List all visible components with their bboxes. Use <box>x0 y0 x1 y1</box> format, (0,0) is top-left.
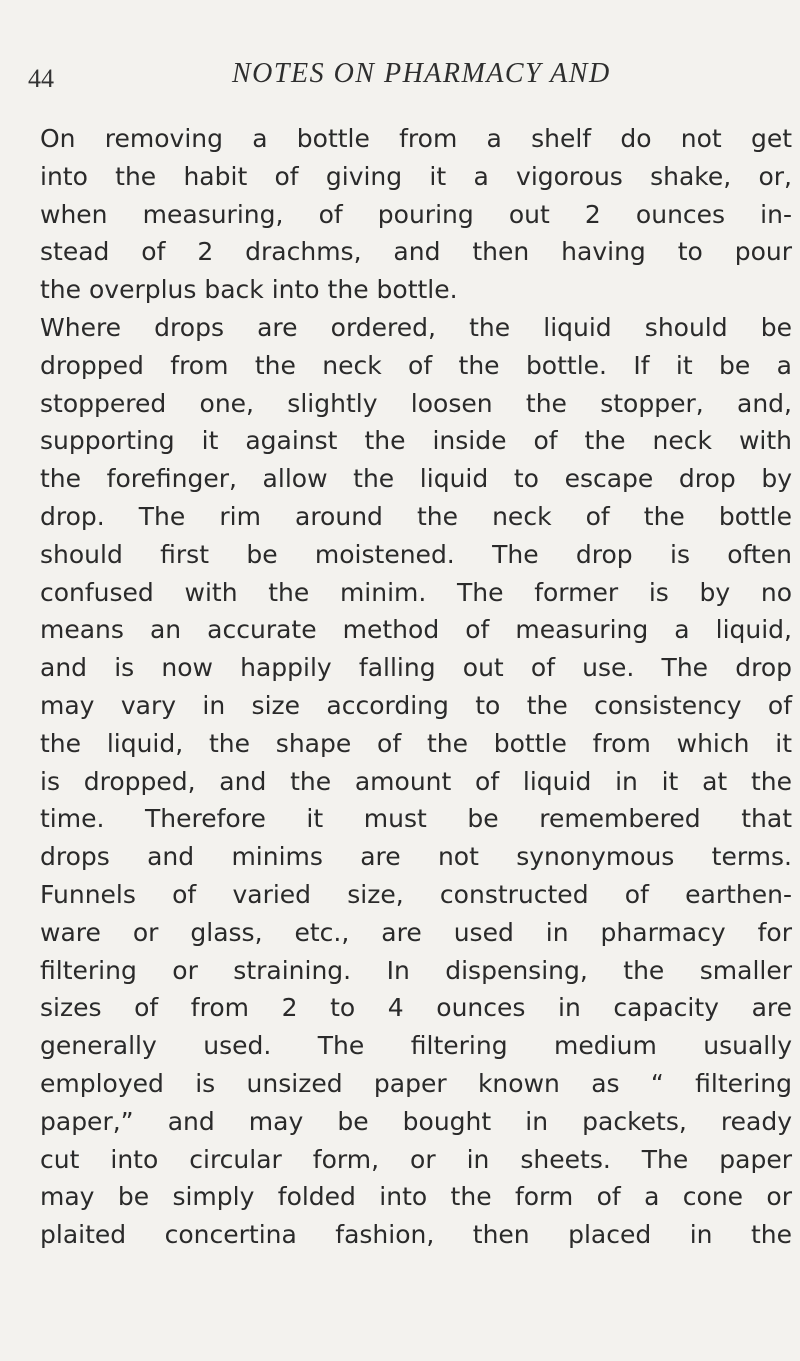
text-line: may vary in size according to the consistency of <box>40 690 792 720</box>
text-line: when measuring, of pouring out 2 ounces in- <box>40 199 792 229</box>
text-line: On removing a bottle from a shelf do not get <box>40 124 792 153</box>
text-line: Where drops are ordered, the liquid should be <box>40 312 792 342</box>
text-line: paper,” and may be bought in packets, ready <box>40 1106 792 1136</box>
text-line: Funnels of varied size, constructed of earthen- <box>40 879 792 909</box>
text-line: drop. The rim around the neck of the bottle <box>40 501 792 531</box>
text-line: drops and minims are not synonymous terms. <box>40 842 792 872</box>
text-line: time. Therefore it must be remembered that <box>40 804 792 834</box>
running-head: NOTES ON PHARMACY AND <box>232 58 611 89</box>
text-line: generally used. The filtering medium usually <box>40 1031 792 1061</box>
text-line: the liquid, the shape of the bottle from which it <box>40 728 792 758</box>
text-line: is dropped, and the amount of liquid in it at the <box>40 766 792 796</box>
text-line: the overplus back into the bottle. <box>40 275 458 305</box>
body-text <box>40 120 792 1254</box>
text-line: confused with the minim. The former is by no <box>40 577 792 607</box>
text-line: should first be moistened. The drop is often <box>40 539 792 569</box>
text-line: cut into circular form, or in sheets. The paper <box>40 1144 792 1174</box>
text-line: sizes of from 2 to 4 ounces in capacity are <box>40 993 792 1023</box>
text-line: may be simply folded into the form of a cone or <box>40 1182 792 1212</box>
text-line: employed is unsized paper known as “ filtering <box>40 1068 792 1098</box>
page-number: 44 <box>28 64 54 93</box>
text-line: stead of 2 drachms, and then having to pour <box>40 237 792 267</box>
page-header <box>0 58 800 98</box>
text-line: supporting it against the inside of the neck with <box>40 426 792 456</box>
text-line: the forefinger, allow the liquid to escape drop by <box>40 464 792 494</box>
text-line: filtering or straining. In dispensing, the smaller <box>40 955 792 985</box>
text-line: and is now happily falling out of use. The drop <box>40 653 792 683</box>
text-line: into the habit of giving it a vigorous shake, or, <box>40 161 792 191</box>
text-line: ware or glass, etc., are used in pharmacy for <box>40 917 792 947</box>
text-line: dropped from the neck of the bottle. If it be a <box>40 350 792 380</box>
text-line: stoppered one, slightly loosen the stopper, and, <box>40 388 792 418</box>
text-line: means an accurate method of measuring a liquid, <box>40 615 792 645</box>
text-line: plaited concertina fashion, then placed in the <box>40 1220 792 1250</box>
